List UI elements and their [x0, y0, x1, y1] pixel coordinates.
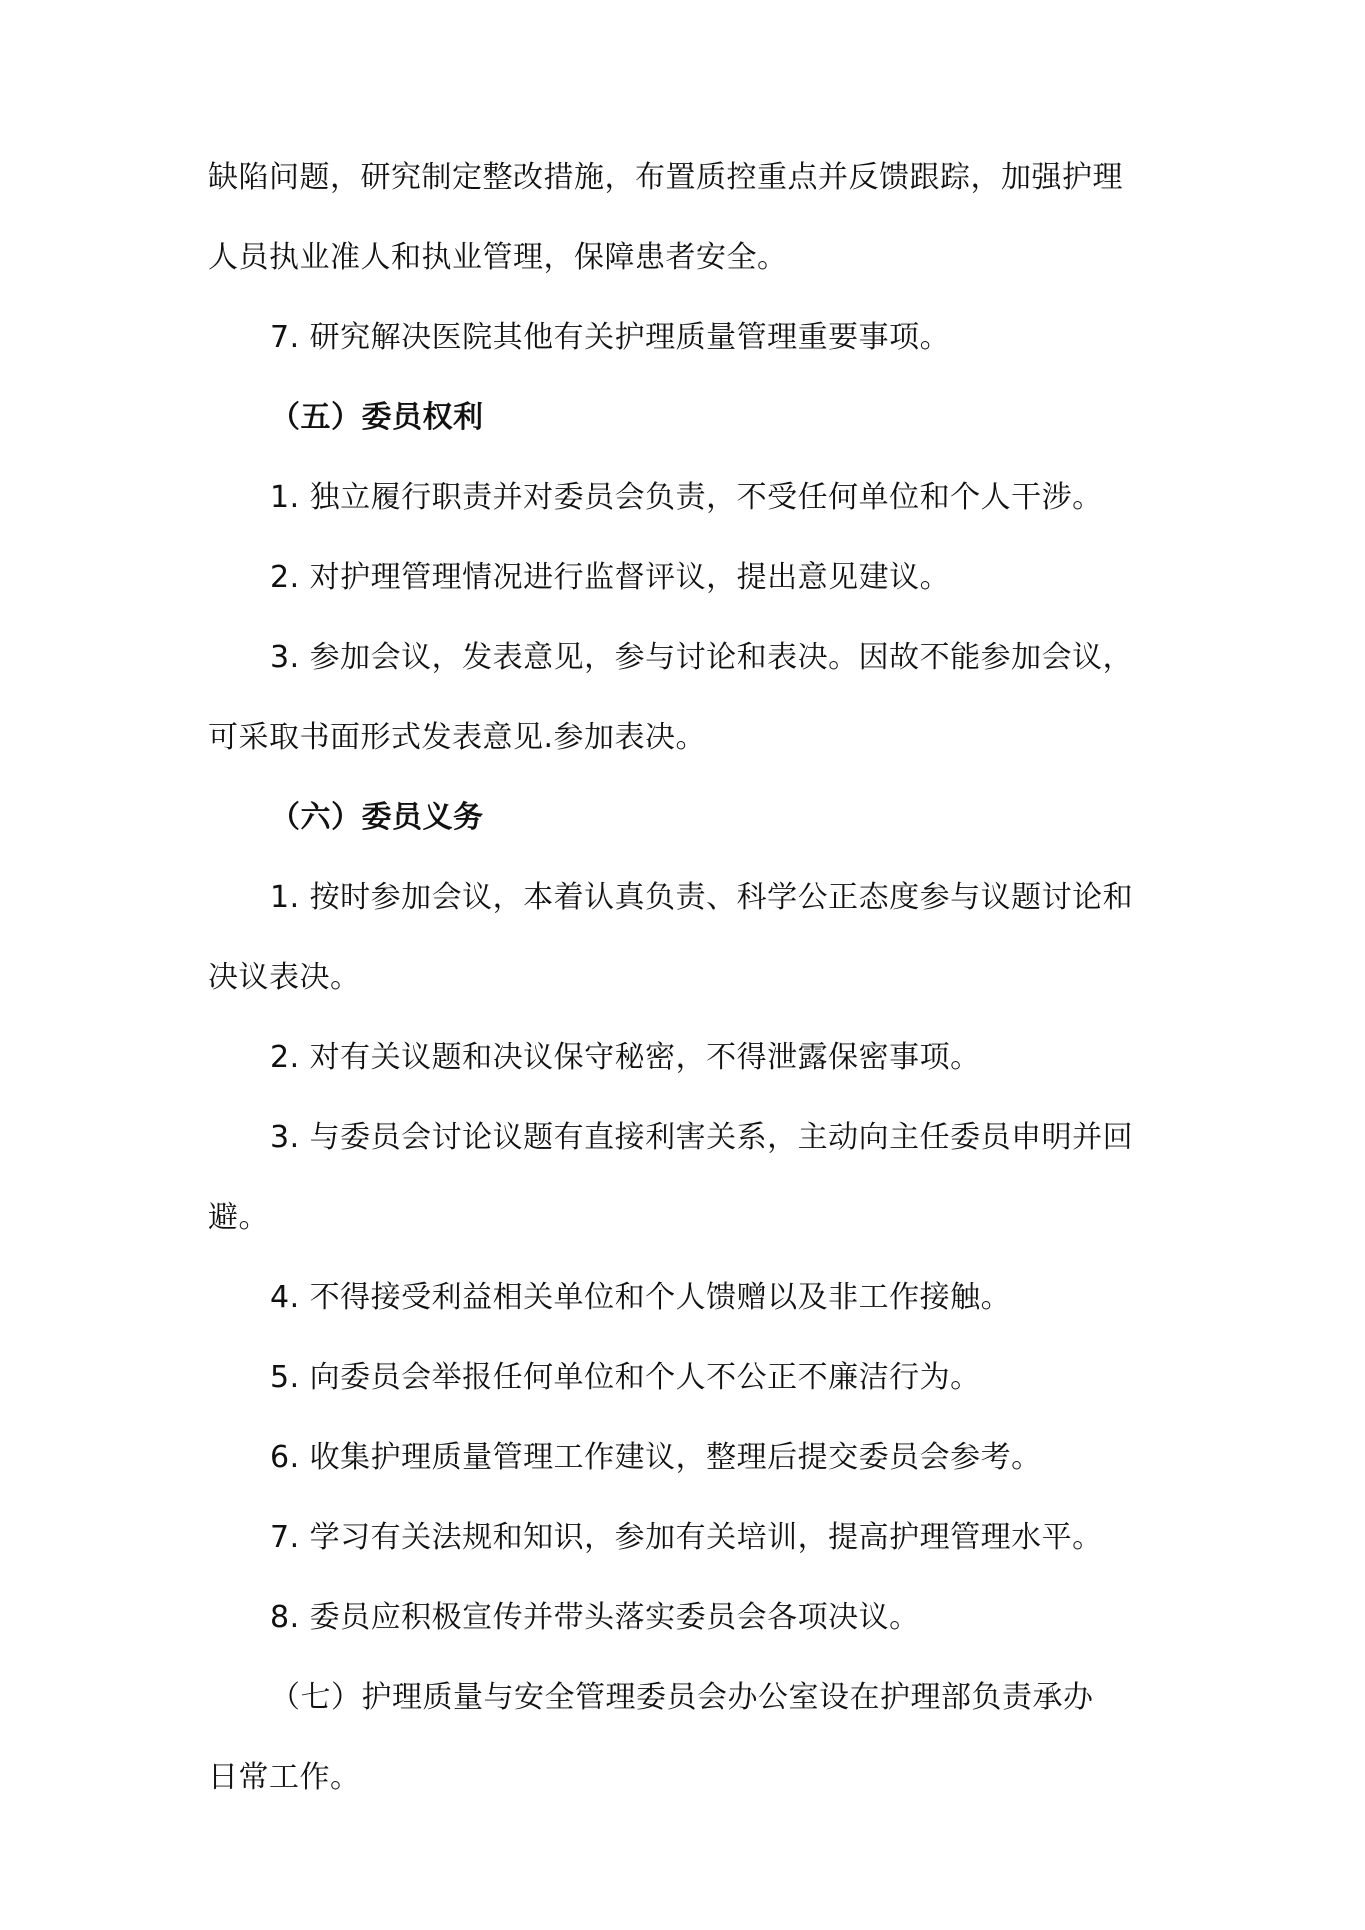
list-item: 2. 对有关议题和决议保守秘密，不得泄露保密事项。 [270, 1040, 981, 1075]
list-item: 7. 研究解决医院其他有关护理质量管理重要事项。 [270, 320, 951, 355]
section-heading-5: （五）委员权利 [270, 400, 484, 435]
body-text-line: 日常工作。 [208, 1760, 361, 1795]
body-text-line: 可采取书面形式发表意见.参加表决。 [208, 720, 707, 755]
list-item: 7. 学习有关法规和知识，参加有关培训，提高护理管理水平。 [270, 1520, 1103, 1555]
section-heading-7: （七）护理质量与安全管理委员会办公室设在护理部负责承办 [270, 1680, 1094, 1715]
list-item: 3. 参加会议，发表意见，参与讨论和表决。因故不能参加会议， [270, 640, 1134, 675]
body-text-line: 缺陷问题，研究制定整改措施，布置质控重点并反馈跟踪，加强护理 [208, 160, 1123, 195]
section-heading-6: （六）委员义务 [270, 800, 484, 835]
list-item: 3. 与委员会讨论议题有直接利害关系，主动向主任委员申明并回 [270, 1120, 1134, 1155]
list-item: 5. 向委员会举报任何单位和个人不公正不廉洁行为。 [270, 1360, 981, 1395]
body-text-line: 避。 [208, 1200, 269, 1235]
list-item: 1. 按时参加会议，本着认真负责、科学公正态度参与议题讨论和 [270, 880, 1134, 915]
list-item: 6. 收集护理质量管理工作建议，整理后提交委员会参考。 [270, 1440, 1042, 1475]
body-text-line: 人员执业准人和执业管理，保障患者安全。 [208, 240, 788, 275]
list-item: 2. 对护理管理情况进行监督评议，提出意见建议。 [270, 560, 951, 595]
body-text-line: 决议表决。 [208, 960, 361, 995]
list-item: 8. 委员应积极宣传并带头落实委员会各项决议。 [270, 1600, 920, 1635]
list-item: 4. 不得接受利益相关单位和个人馈赠以及非工作接触。 [270, 1280, 1012, 1315]
list-item: 1. 独立履行职责并对委员会负责，不受任何单位和个人干涉。 [270, 480, 1103, 515]
